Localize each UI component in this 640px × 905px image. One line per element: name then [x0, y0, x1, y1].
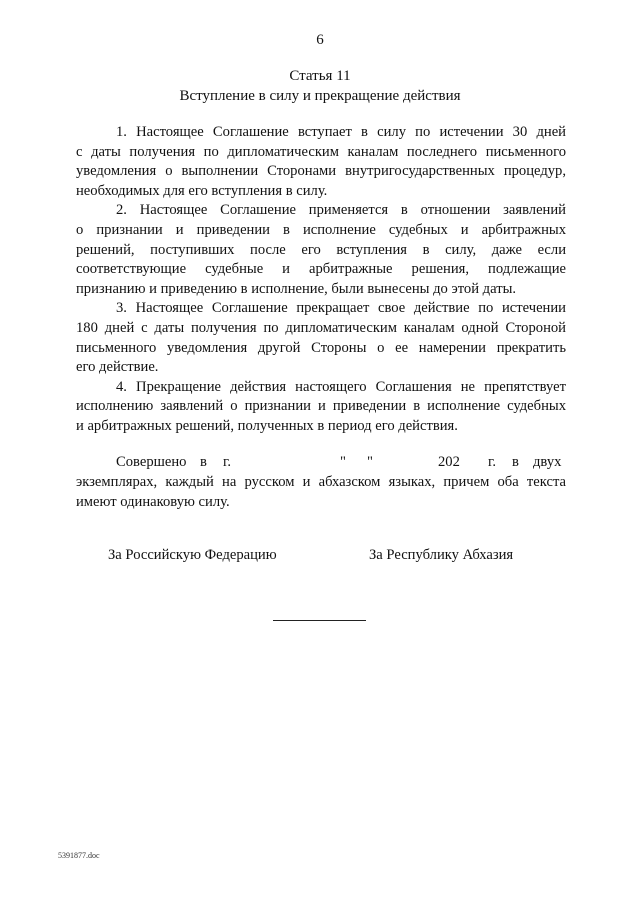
signature-russia: За Российскую Федерацию [108, 547, 277, 563]
paragraph-3 [76, 299, 566, 377]
conclusion-word: г. [223, 454, 231, 470]
document-code: 5391877.doc [58, 851, 100, 860]
paragraph-line: 180 дней с даты получения по дипломатическим каналам одной Стороной [76, 319, 566, 336]
article-body [76, 123, 566, 437]
conclusion-clause [76, 453, 566, 512]
signature-abkhazia: За Республику Абхазия [369, 547, 514, 563]
paragraph-line: соответствующие судебные и арбитражные решения, подлежащие [76, 261, 566, 278]
conclusion-year: 202 [438, 454, 460, 470]
conclusion-line: имеют одинаковую силу. [76, 493, 230, 510]
paragraph-line: о признании и приведении в исполнение судебных и арбитражных [76, 221, 566, 238]
conclusion-word: Совершено [116, 454, 187, 470]
paragraph-line: 2. Настоящее Соглашение применяется в отношении заявлений [116, 202, 566, 219]
conclusion-first-line [76, 453, 566, 473]
paragraph-line: 4. Прекращение действия настоящего Соглашения не препятствует [116, 378, 566, 395]
conclusion-line: экземплярах, каждый на русском и абхазском языках, причем оба текста [76, 474, 566, 490]
paragraph-line: письменного уведомления другой Стороны о ее намерении прекратить [76, 339, 566, 356]
closing-rule [273, 620, 366, 621]
paragraph-line: необходимых для его вступления в силу. [76, 182, 328, 199]
page-number: 6 [316, 32, 324, 48]
paragraph-line: исполнению заявлений о признании и приведении в исполнение судебных [76, 398, 566, 415]
paragraph-line: его действие. [76, 359, 159, 376]
conclusion-word: г. [488, 454, 496, 470]
conclusion-word: двух [533, 454, 562, 470]
conclusion-word: в [512, 454, 519, 470]
article-heading [0, 66, 640, 106]
date-open-quote: " [340, 454, 346, 470]
date-close-quote: " [367, 454, 373, 470]
article-title: Вступление в силу и прекращение действия [179, 88, 461, 104]
paragraph-1 [76, 123, 566, 201]
paragraph-4 [76, 378, 566, 437]
paragraph-2 [76, 201, 566, 299]
conclusion-word: в [200, 454, 207, 470]
article-number: Статья 11 [289, 68, 351, 84]
paragraph-line: уведомления о выполнении Сторонами внутригосударственных процедур, [76, 163, 566, 180]
paragraph-line: 1. Настоящее Соглашение вступает в силу по истечении 30 дней [116, 124, 566, 140]
paragraph-line: 3. Настоящее Соглашение прекращает свое действие по истечении [116, 300, 566, 317]
paragraph-line: решений, поступивших после его вступления в силу, даже если [76, 241, 566, 258]
paragraph-line: и арбитражных решений, полученных в период его действия. [76, 417, 458, 434]
paragraph-line: признанию и приведению в исполнение, были вынесены до этой даты. [76, 280, 517, 297]
paragraph-line: с даты получения по дипломатическим каналам последнего письменного [76, 143, 566, 160]
